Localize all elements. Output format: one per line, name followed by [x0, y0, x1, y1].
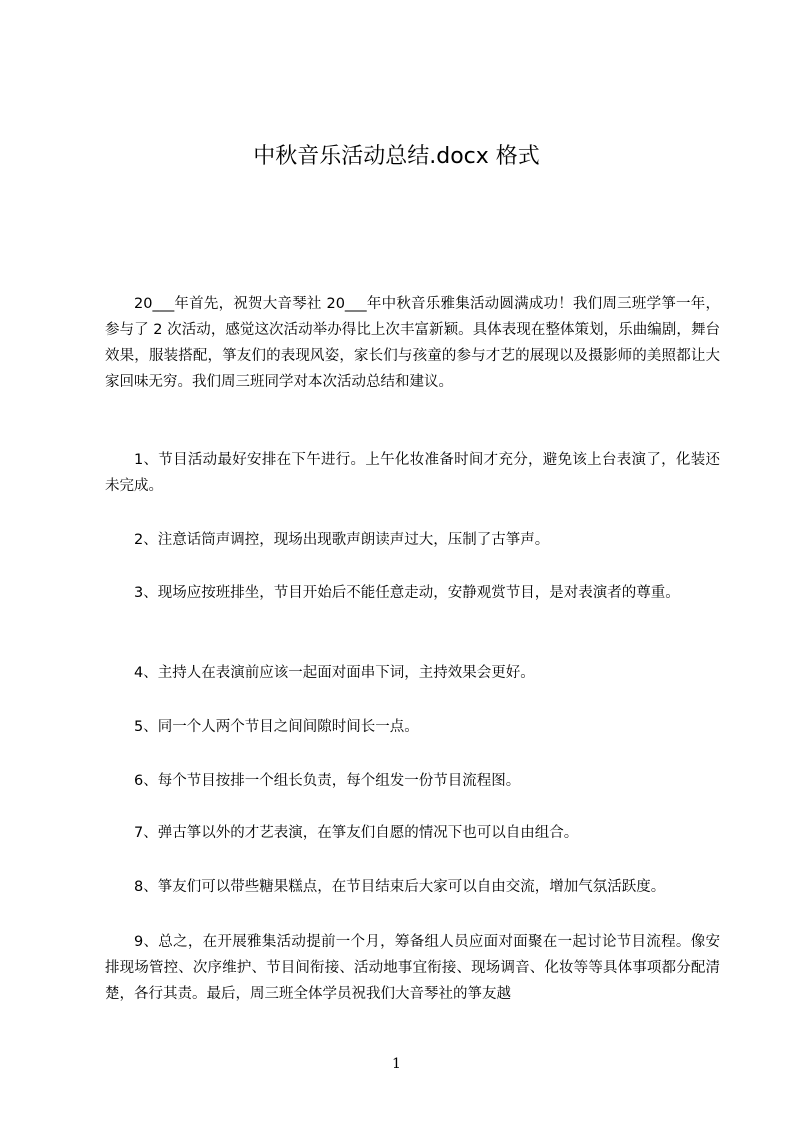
suggestion-paragraph-8: 8、箏友们可以带些糖果糕点，在节目结束后大家可以自由交流，增加气氛活跃度。 — [134, 879, 666, 895]
suggestion-paragraph-6: 6、每个节目按排一个组长负责，每个组发一份节目流程图。 — [134, 773, 521, 789]
suggestion-paragraph-4: 4、主持人在表演前应该一起面对面串下词，主持效果会更好。 — [134, 665, 535, 681]
intro-paragraph: 20___年首先，祝贺大音琴社 20___年中秋音乐雅集活动圆满成功！我们周三班学箏一年，参与了 2 次活动，感觉这次活动举办得比上次丰富新颖。具体表现在整体策划，乐曲编剧，舞台效果，服装搭配，箏友们的表现风姿，家长们与孩童的参与才艺的展现以及摄影师的美照都让大家回味无穷。我们周三班同学对本次活动总结和建议。 — [105, 296, 720, 390]
suggestion-paragraph-3: 3、现场应按班排坐，节目开始后不能任意走动，安静观赏节目，是对表演者的尊重。 — [134, 585, 680, 601]
suggestion-paragraph-5: 5、同一个人两个节目之间间隙时间长一点。 — [134, 719, 419, 735]
page-number: 1 — [392, 1056, 401, 1072]
suggestion-paragraph-7: 7、弹古箏以外的才艺表演，在箏友们自愿的情况下也可以自由组合。 — [134, 825, 579, 841]
conclusion-paragraph: 9、总之，在开展雅集活动提前一个月，筹备组人员应面对面聚在一起讨论节目流程。像安排现场管控、次序维护、节目间衔接、活动地事宜衔接、现场调音、化妆等等具体事项都分配清楚，各行其责。最后，周三班全体学员祝我们大音琴社的箏友越 — [105, 934, 720, 1002]
suggestion-paragraph-2: 2、注意话筒声调控，现场出现歌声朗读声过大，压制了古箏声。 — [134, 532, 550, 548]
suggestion-paragraph-1: 1、节目活动最好安排在下午进行。上午化妆准备时间才充分，避免该上台表演了，化装还未完成。 — [105, 452, 720, 494]
document-title: 中秋音乐活动总结.docx 格式 — [253, 144, 540, 169]
